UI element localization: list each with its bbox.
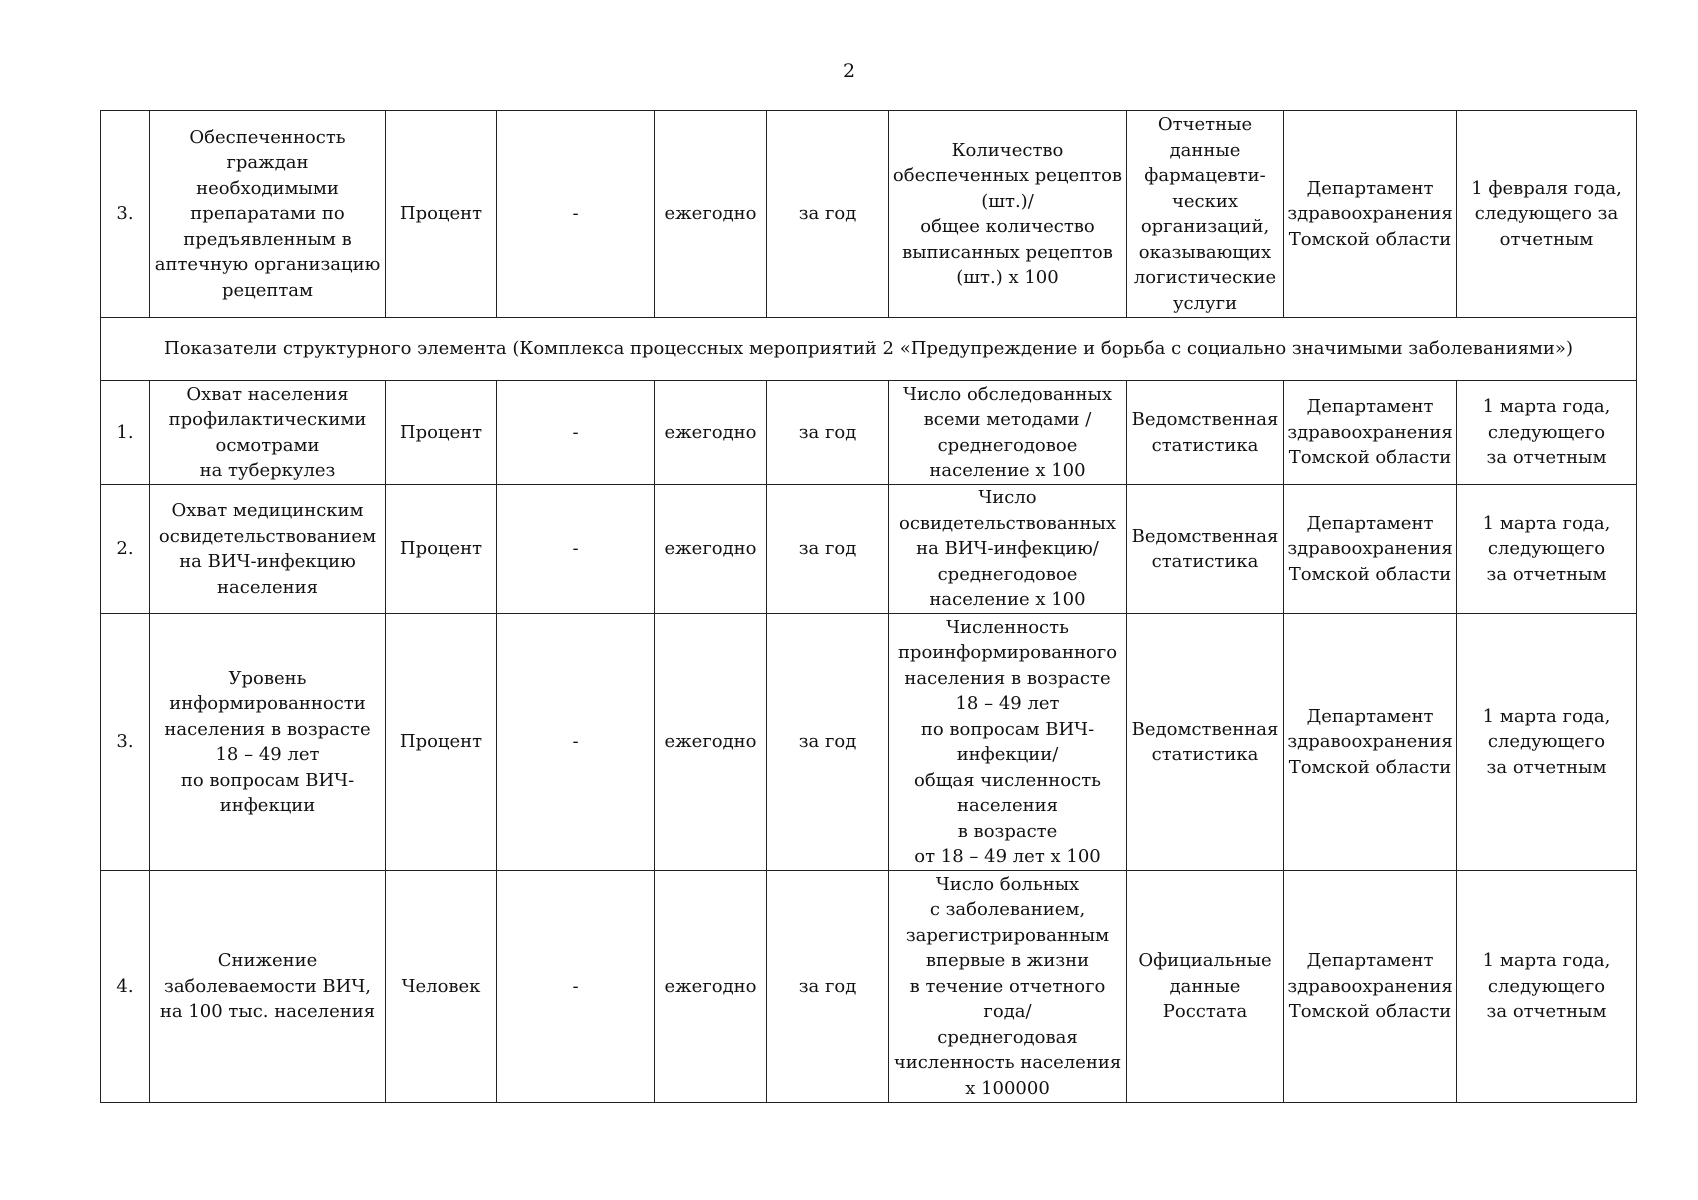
frequency: ежегодно [655,614,767,871]
indicators-table [100,110,1637,1103]
unit: Процент [386,111,497,318]
frequency: ежегодно [655,381,767,485]
page-number: 2 [842,60,856,82]
frequency: ежегодно [655,871,767,1103]
responsible: Департамент здравоохранения Томской области [1284,381,1457,485]
unit: Процент [386,485,497,614]
responsible: Департамент здравоохранения Томской области [1284,111,1457,318]
deadline: 1 марта года, следующего за отчетным [1457,614,1637,871]
indicator-type: - [497,871,655,1103]
data-source: Отчетные данные фармацевти- ческих организаций, оказывающих логистические услуги [1127,111,1284,318]
row-number: 4. [101,871,150,1103]
deadline: 1 февраля года, следующего за отчетным [1457,111,1637,318]
indicator-name: Снижение заболеваемости ВИЧ, на 100 тыс. населения [150,871,386,1103]
unit: Человек [386,871,497,1103]
indicator-name: Охват медицинским освидетельствованием на ВИЧ-инфекцию населения [150,485,386,614]
deadline: 1 марта года, следующего за отчетным [1457,381,1637,485]
indicator-type: - [497,614,655,871]
table-row [101,111,1637,318]
unit: Процент [386,614,497,871]
data-source: Ведомственная статистика [1127,381,1284,485]
indicator-name: Уровень информированности населения в возрасте 18 – 49 лет по вопросам ВИЧ- инфекции [150,614,386,871]
data-source: Официальные данные Росстата [1127,871,1284,1103]
row-number: 3. [101,111,150,318]
section-row [101,318,1637,381]
data-source: Ведомственная статистика [1127,614,1284,871]
table-row [101,614,1637,871]
row-number: 3. [101,614,150,871]
frequency: ежегодно [655,485,767,614]
section-title: Показатели структурного элемента (Комплекса процессных мероприятий 2 «Предупреждение и борьба с социально значимыми заболеваниями») [101,318,1637,381]
deadline: 1 марта года, следующего за отчетным [1457,485,1637,614]
indicator-type: - [497,111,655,318]
indicator-name: Обеспеченность граждан необходимыми препаратами по предъявленным в аптечную организацию рецептам [150,111,386,318]
indicator-type: - [497,381,655,485]
data-source: Ведомственная статистика [1127,485,1284,614]
responsible: Департамент здравоохранения Томской области [1284,485,1457,614]
period: за год [767,111,889,318]
period: за год [767,614,889,871]
calculation-method: Число обследованных всеми методами / среднегодовое население х 100 [889,381,1127,485]
unit: Процент [386,381,497,485]
indicator-type: - [497,485,655,614]
period: за год [767,485,889,614]
table-row [101,871,1637,1103]
row-number: 1. [101,381,150,485]
table-row [101,485,1637,614]
calculation-method: Число освидетельствованных на ВИЧ-инфекцию/ среднегодовое население х 100 [889,485,1127,614]
responsible: Департамент здравоохранения Томской области [1284,871,1457,1103]
calculation-method: Численность проинформированного населения в возрасте 18 – 49 лет по вопросам ВИЧ- инфекции/ общая численность населения в возрасте от 18 – 49 лет х 100 [889,614,1127,871]
deadline: 1 марта года, следующего за отчетным [1457,871,1637,1103]
frequency: ежегодно [655,111,767,318]
row-number: 2. [101,485,150,614]
period: за год [767,381,889,485]
calculation-method: Количество обеспеченных рецептов (шт.)/ общее количество выписанных рецептов (шт.) х 100 [889,111,1127,318]
responsible: Департамент здравоохранения Томской области [1284,614,1457,871]
table-row [101,381,1637,485]
calculation-method: Число больных с заболеванием, зарегистрированным впервые в жизни в течение отчетного года/ среднегодовая численность населения х 100000 [889,871,1127,1103]
period: за год [767,871,889,1103]
indicator-name: Охват населения профилактическими осмотрами на туберкулез [150,381,386,485]
